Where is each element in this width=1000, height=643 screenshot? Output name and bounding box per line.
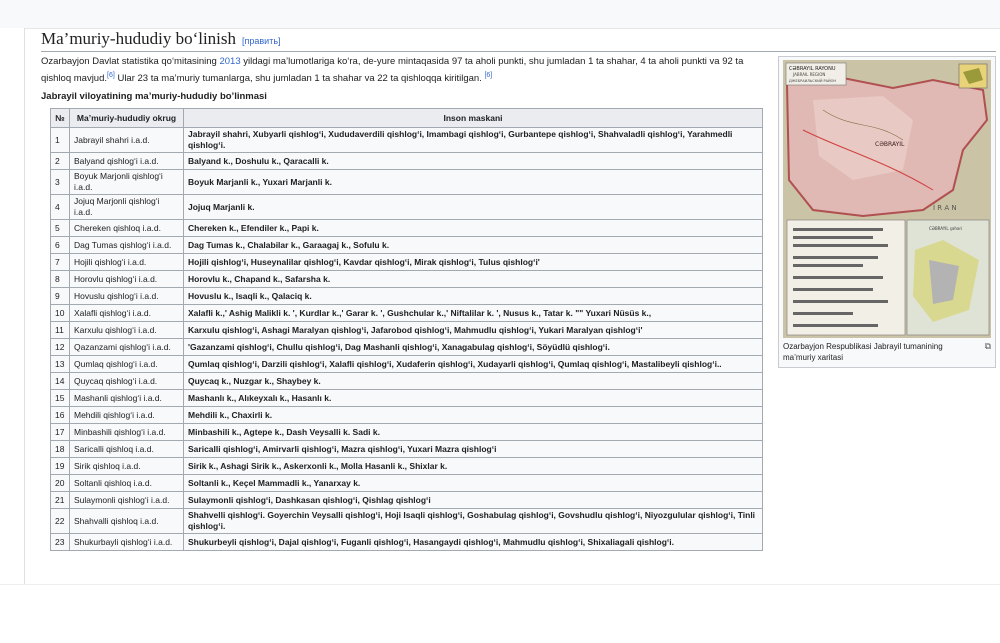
okrug-cell: Shukurbayli qishlog‘i i.a.d.: [70, 534, 184, 551]
magnify-clip-icon[interactable]: ⧉: [984, 341, 991, 351]
row-number: 7: [51, 254, 70, 271]
okrug-cell: Qazanzami qishlog‘i i.a.d.: [70, 339, 184, 356]
map-iran-label: İ R A N: [933, 204, 957, 212]
places-cell: Hojili qishlog‘i, Huseynalilar qishlog‘i, Kavdar qishlog‘i, Mirak qishlog‘i, Tulus qishlog‘i': [184, 254, 763, 271]
row-number: 22: [51, 509, 70, 534]
jabrayil-map-image[interactable]: [783, 60, 991, 338]
edit-section-link[interactable]: [править]: [242, 36, 281, 46]
bottom-blank-area: [0, 584, 1000, 643]
row-number: 3: [51, 170, 70, 195]
map-thumbnail: [778, 56, 996, 368]
places-cell: Balyand k., Doshulu k., Qaracalli k.: [184, 153, 763, 170]
okrug-cell: Balyand qishlog‘i i.a.d.: [70, 153, 184, 170]
table-row: [51, 153, 763, 170]
okrug-cell: Saricalli qishloq i.a.d.: [70, 441, 184, 458]
row-number: 1: [51, 128, 70, 153]
row-number: 11: [51, 322, 70, 339]
table-row: [51, 237, 763, 254]
row-number: 9: [51, 288, 70, 305]
okrug-cell: Sirik qishloq i.a.d.: [70, 458, 184, 475]
table-row: [51, 271, 763, 288]
places-cell: Hovuslu k., Isaqli k., Qalaciq k.: [184, 288, 763, 305]
okrug-cell: Dag Tumas qishlog‘i i.a.d.: [70, 237, 184, 254]
places-cell: Saricalli qishlog‘i, Amirvarli qishlog‘i, Mazra qishlog‘i, Yuxari Mazra qishlog‘i: [184, 441, 763, 458]
table-row: [51, 170, 763, 195]
places-cell: Minbashili k., Agtepe k., Dash Veysalli k. Sadi k.: [184, 424, 763, 441]
map-drawing: [783, 60, 991, 338]
section-heading: [41, 29, 996, 52]
places-cell: Soltanli k., Keçel Mammadli k., Yanarxay k.: [184, 475, 763, 492]
okrug-cell: Mehdili qishlog‘i i.a.d.: [70, 407, 184, 424]
intro-text-1: Ozarbayjon Davlat statistika qo‘mitasining: [41, 56, 220, 67]
row-number: 12: [51, 339, 70, 356]
places-cell: Boyuk Marjanli k., Yuxari Marjanli k.: [184, 170, 763, 195]
places-cell: Horovlu k., Chapand k., Safarsha k.: [184, 271, 763, 288]
table-row: [51, 128, 763, 153]
table-row: [51, 220, 763, 237]
table-row: [51, 424, 763, 441]
table-row: [51, 534, 763, 551]
places-cell: Quycaq k., Nuzgar k., Shaybey k.: [184, 373, 763, 390]
okrug-cell: Xalafli qishlog‘i i.a.d.: [70, 305, 184, 322]
okrug-cell: Sulaymonli qishlog‘i i.a.d.: [70, 492, 184, 509]
places-cell: Shahvelli qishlog‘i. Goyerchin Veysalli qishlog‘i, Hoji Isaqli qishlog‘i, Goshabulag qishlog‘i, Govshudlu qishlog‘i, Niyozgulular qishlog‘i, Tinli qishlog‘i.: [184, 509, 763, 534]
okrug-cell: Quycaq qishlog‘i i.a.d.: [70, 373, 184, 390]
table-row: [51, 407, 763, 424]
places-cell: Sulaymonli qishlog‘i, Dashkasan qishlog‘i, Qishlag qishlog‘i: [184, 492, 763, 509]
map-caption: Ozarbayjon Respublikasi Jabrayil tumanining ma’muriy xaritasi: [783, 342, 943, 362]
row-number: 4: [51, 195, 70, 220]
browser-top-bar: [0, 0, 1000, 29]
table-row: [51, 322, 763, 339]
map-region-label: CƏBRAYIL: [875, 141, 905, 148]
okrug-cell: Minbashili qishlog‘i i.a.d.: [70, 424, 184, 441]
header-places[interactable]: Inson maskani: [184, 109, 763, 128]
table-header-row: [51, 109, 763, 128]
table-row: [51, 373, 763, 390]
intro-paragraph: [41, 55, 776, 86]
okrug-cell: Jabrayil shahri i.a.d.: [70, 128, 184, 153]
table-row: [51, 288, 763, 305]
reference-2[interactable]: [6]: [484, 72, 493, 79]
table-caption: Jabrayil viloyatining ma’muriy-hududiy bo’linmasi: [41, 91, 267, 102]
intro-text-3: Ular 23 ta ma’muriy tumanlarga, shu jumladan 1 ta shahar va 22 ta qishloqqa kiritilgan.: [114, 73, 485, 85]
map-subtitle-2: ДЖЕБРАИЛЬСКИЙ РАЙОН: [789, 79, 837, 83]
places-cell: Jabrayil shahri, Xubyarli qishlog‘i, Xududaverdili qishlog‘i, Imambagi qishlog‘i, Gurbantepe qishlog‘i, Shahvaladli qishlog‘i, Yarahmedli qishlog‘i.: [184, 128, 763, 153]
table-row: [51, 305, 763, 322]
row-number: 5: [51, 220, 70, 237]
table-row: [51, 509, 763, 534]
row-number: 13: [51, 356, 70, 373]
section-title: Ma’muriy-hududiy bo‘linish: [41, 29, 237, 48]
row-number: 6: [51, 237, 70, 254]
places-cell: Jojuq Marjanli k.: [184, 195, 763, 220]
row-number: 10: [51, 305, 70, 322]
table-row: [51, 390, 763, 407]
table-row: [51, 254, 763, 271]
places-cell: Dag Tumas k., Chalabilar k., Garaagaj k., Sofulu k.: [184, 237, 763, 254]
table-row: [51, 339, 763, 356]
map-subtitle-1: JABRAIL REGION: [793, 72, 826, 77]
header-okrug[interactable]: Ma’muriy-hududiy okrug: [70, 109, 184, 128]
left-margin: [0, 28, 25, 584]
table-row: [51, 492, 763, 509]
header-number[interactable]: №: [51, 109, 70, 128]
row-number: 16: [51, 407, 70, 424]
table-row: [51, 441, 763, 458]
row-number: 21: [51, 492, 70, 509]
row-number: 15: [51, 390, 70, 407]
row-number: 2: [51, 153, 70, 170]
places-cell: Chereken k., Efendiler k., Papi k.: [184, 220, 763, 237]
table-row: [51, 356, 763, 373]
okrug-cell: Chereken qishloq i.a.d.: [70, 220, 184, 237]
places-cell: Karxulu qishlog‘i, Ashagi Maralyan qishlog‘i, Jafarobod qishlog‘i, Mahmudlu qishlog‘i, Yukari Maralyan qishlog‘i': [184, 322, 763, 339]
okrug-cell: Shahvalli qishloq i.a.d.: [70, 509, 184, 534]
map-title: CƏBRAYIL RAYONU: [789, 66, 836, 72]
places-cell: Mehdili k., Chaxirli k.: [184, 407, 763, 424]
row-number: 17: [51, 424, 70, 441]
reference-1[interactable]: [6]: [107, 72, 115, 79]
map-inset-label: CƏBRAYIL şəhəri: [929, 226, 963, 231]
districts-table: [50, 108, 763, 551]
okrug-cell: Karxulu qishlog‘i i.a.d.: [70, 322, 184, 339]
places-cell: Xalafli k.,' Ashig Malikli k. ', Kurdlar k.,' Garar k. ', Gushchular k.,' Niftalilar k. ', Nusus k., Tatar k. "" Yuxari Nüsüs k.,: [184, 305, 763, 322]
okrug-cell: Jojuq Marjonli qishlog‘i i.a.d.: [70, 195, 184, 220]
okrug-cell: Hojili qishlog‘i i.a.d.: [70, 254, 184, 271]
table-row: [51, 458, 763, 475]
intro-text-2: yildagi ma’lumotlariga ko‘ra, de-yure mintaqasida 97 ta aholi punkti, shu jumladan 1 ta shahar, 4 ta aholi punkti va 92 ta qishloq mavjud.: [41, 56, 744, 85]
okrug-cell: Hovuslu qishlog‘i i.a.d.: [70, 288, 184, 305]
row-number: 19: [51, 458, 70, 475]
okrug-cell: Qumlaq qishlog‘i i.a.d.: [70, 356, 184, 373]
table-row: [51, 195, 763, 220]
places-cell: Shukurbeyli qishlog‘i, Dajal qishlog‘i, Fuganli qishlog‘i, Hasangaydi qishlog‘i, Mahmudlu qishlog‘i, Shixaliagali qishlog‘i.: [184, 534, 763, 551]
row-number: 8: [51, 271, 70, 288]
article-content: [40, 28, 996, 584]
table-row: [51, 475, 763, 492]
okrug-cell: Boyuk Marjonli qishlog‘i i.a.d.: [70, 170, 184, 195]
places-cell: Mashanlı k., Alıkeyxalı k., Hasanlı k.: [184, 390, 763, 407]
okrug-cell: Mashanli qishlog‘i i.a.d.: [70, 390, 184, 407]
year-link[interactable]: 2013: [219, 56, 241, 67]
row-number: 14: [51, 373, 70, 390]
places-cell: Sirik k., Ashagi Sirik k., Askerxonli k., Molla Hasanli k., Shixlar k.: [184, 458, 763, 475]
places-cell: 'Gazanzami qishlog‘i, Chullu qishlog‘i, Dag Mashanli qishlog‘i, Xanagabulag qishlog‘i, Söyüdlü qishlog‘i.: [184, 339, 763, 356]
row-number: 20: [51, 475, 70, 492]
row-number: 18: [51, 441, 70, 458]
okrug-cell: Soltanli qishloq i.a.d.: [70, 475, 184, 492]
row-number: 23: [51, 534, 70, 551]
okrug-cell: Horovlu qishlog‘i i.a.d.: [70, 271, 184, 288]
places-cell: Qumlaq qishlog‘i, Darzili qishlog‘i, Xalafli qishlog‘i, Xudaferin qishlog‘i, Xudayarli qishlog‘i, Qumlaq qishlog‘i, Mastalibeyli qishlog‘i..: [184, 356, 763, 373]
